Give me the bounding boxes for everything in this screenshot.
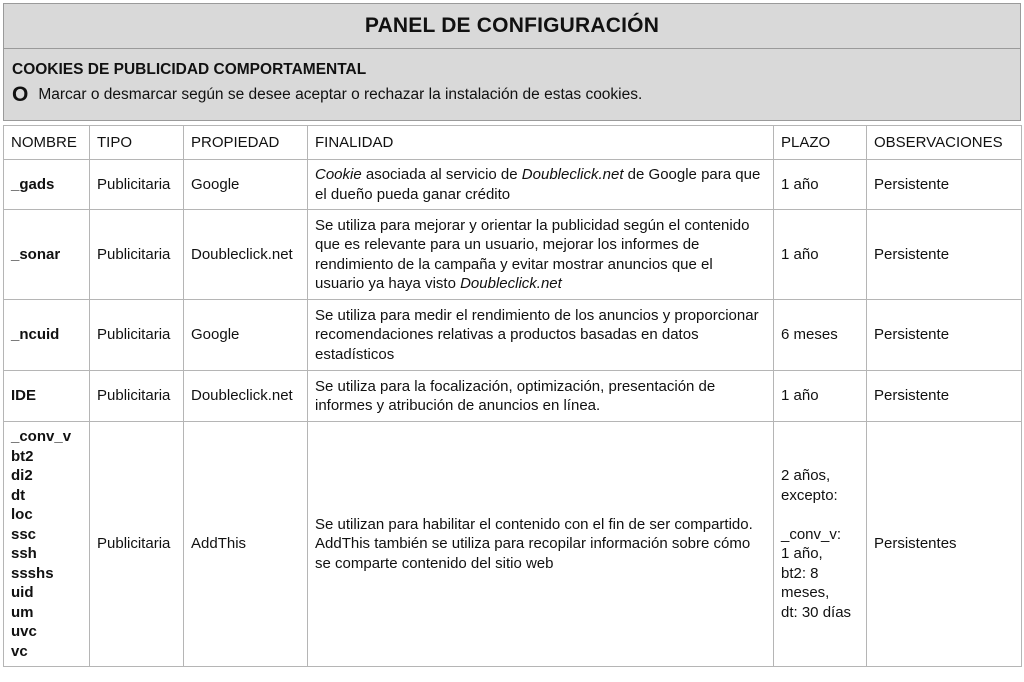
cookie-name: ssh bbox=[11, 545, 37, 562]
consent-toggle[interactable]: O bbox=[12, 83, 29, 106]
cookie-name: um bbox=[11, 603, 34, 621]
cookie-notes: Persistente bbox=[867, 371, 1022, 422]
purpose-text: Se utilizan para habilitar el contenido con el fin de ser compartido. bbox=[315, 515, 753, 533]
cookie-type: Publicitaria bbox=[90, 300, 184, 371]
cookie-name: loc bbox=[11, 506, 33, 523]
cookie-name: uid bbox=[11, 584, 34, 601]
cookie-notes: Persistentes bbox=[867, 422, 1022, 667]
term-line bbox=[781, 505, 859, 525]
cookies-table bbox=[3, 125, 1022, 667]
cookie-notes: Persistente bbox=[867, 300, 1022, 371]
table-row bbox=[4, 300, 1022, 371]
table-row bbox=[4, 160, 1022, 210]
cookie-name: dt bbox=[11, 486, 26, 504]
table-row bbox=[4, 422, 1022, 667]
term-line: 1 año, bbox=[781, 545, 823, 562]
term-line: excepto: bbox=[781, 486, 838, 504]
header-name: NOMBRE bbox=[4, 126, 90, 160]
cookie-name: bt2 bbox=[11, 447, 34, 465]
cookie-name: _sonar bbox=[4, 210, 90, 300]
cookie-type: Publicitaria bbox=[90, 422, 184, 667]
purpose-emphasis: Cookie bbox=[315, 166, 362, 183]
purpose-text: asociada al servicio de bbox=[361, 166, 522, 183]
cookie-purpose: Se utiliza para medir el rendimiento de los anuncios y proporcionar recomendaciones relativas a productos basadas en datos estadísticos bbox=[308, 300, 774, 371]
cookie-term: 1 año bbox=[774, 371, 867, 422]
cookie-owner: AddThis bbox=[184, 422, 308, 667]
cookie-owner: Doubleclick.net bbox=[184, 210, 308, 300]
header-type: TIPO bbox=[90, 126, 184, 160]
purpose-emphasis: Doubleclick.net bbox=[521, 166, 624, 183]
cookie-name: vc bbox=[11, 642, 28, 660]
cookie-type: Publicitaria bbox=[90, 210, 184, 300]
cookie-term: 1 año bbox=[774, 160, 867, 210]
term-line: 2 años, bbox=[781, 467, 831, 484]
cookie-name: _ncuid bbox=[4, 300, 90, 371]
term-line: _conv_v: bbox=[781, 525, 842, 543]
section-title: COOKIES DE PUBLICIDAD COMPORTAMENTAL bbox=[12, 61, 367, 78]
header-owner: PROPIEDAD bbox=[184, 126, 308, 160]
term-line: bt2: 8 bbox=[781, 564, 819, 582]
cookie-name: ssshs bbox=[11, 564, 54, 582]
term-line: meses, bbox=[781, 584, 830, 601]
table-row bbox=[4, 210, 1022, 300]
cookie-owner: Google bbox=[184, 160, 308, 210]
section-header bbox=[3, 49, 1021, 121]
cookie-names-list bbox=[4, 422, 90, 667]
table-header-row bbox=[4, 126, 1022, 160]
cookie-notes: Persistente bbox=[867, 210, 1022, 300]
purpose-text: AddThis también se utiliza para recopilar información sobre cómo se comparte contenido del sitio web bbox=[315, 535, 751, 572]
purpose-text: de Google para que el dueño pueda ganar crédito bbox=[315, 166, 761, 203]
cookie-name: _gads bbox=[4, 160, 90, 210]
cookie-term: 6 meses bbox=[774, 300, 867, 371]
table-row bbox=[4, 371, 1022, 422]
cookie-notes: Persistente bbox=[867, 160, 1022, 210]
cookie-purpose bbox=[308, 422, 774, 667]
cookie-type: Publicitaria bbox=[90, 160, 184, 210]
term-line: dt: 30 días bbox=[781, 603, 852, 621]
header-purpose: FINALIDAD bbox=[308, 126, 774, 160]
consent-line bbox=[12, 85, 1020, 105]
consent-instruction: Marcar o desmarcar según se desee aceptar o rechazar la instalación de estas cookies. bbox=[38, 86, 643, 103]
cookie-owner: Doubleclick.net bbox=[184, 371, 308, 422]
cookie-term bbox=[774, 422, 867, 667]
cookie-name: di2 bbox=[11, 467, 33, 484]
cookie-purpose bbox=[308, 210, 774, 300]
cookie-purpose bbox=[308, 160, 774, 210]
purpose-text: Se utiliza para mejorar y orientar la publicidad según el contenido que es relevante para un usuario, mejorar los informes de rendimiento de la campaña y evitar mostrar anuncios que el usuario ya haya visto bbox=[315, 216, 750, 292]
header-notes: OBSERVACIONES bbox=[867, 126, 1022, 160]
panel-title: PANEL DE CONFIGURACIÓN bbox=[3, 3, 1021, 49]
purpose-emphasis: Doubleclick.net bbox=[460, 275, 562, 292]
cookie-name: uvc bbox=[11, 623, 37, 640]
header-term: PLAZO bbox=[774, 126, 867, 160]
cookie-purpose: Se utiliza para la focalización, optimización, presentación de informes y atribución de anuncios en línea. bbox=[308, 371, 774, 422]
cookie-name: IDE bbox=[4, 371, 90, 422]
cookie-name: _conv_v bbox=[11, 428, 72, 445]
configuration-panel bbox=[3, 3, 1021, 667]
cookie-term: 1 año bbox=[774, 210, 867, 300]
cookie-owner: Google bbox=[184, 300, 308, 371]
cookie-type: Publicitaria bbox=[90, 371, 184, 422]
cookie-name: ssc bbox=[11, 525, 37, 543]
